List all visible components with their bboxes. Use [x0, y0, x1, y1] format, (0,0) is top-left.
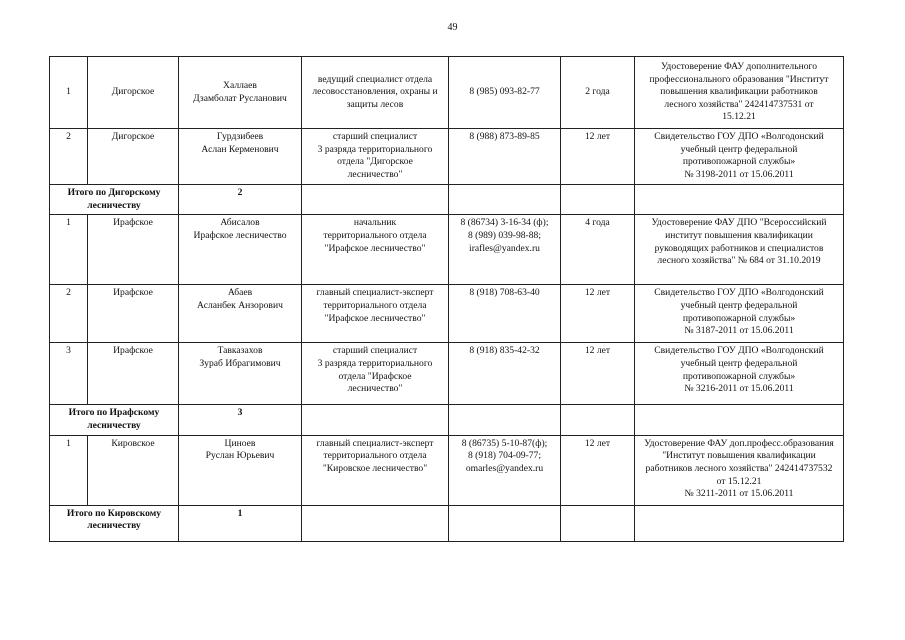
qualification-document-line: учебный центр федеральной	[680, 299, 798, 311]
empty-cell	[449, 185, 561, 215]
phone-contact	[449, 435, 561, 505]
phone-contact	[449, 343, 561, 405]
qualification-document-line: Удостоверение ФАУ дополнительного	[660, 60, 818, 72]
empty-cell	[635, 405, 844, 435]
qualification-document-line: повышения квалификации работников	[660, 86, 818, 98]
qualification-document-line: институт повышения квалификации	[665, 229, 813, 241]
total-count: 3	[179, 405, 302, 435]
forestry-name: Ирафское	[88, 343, 179, 405]
phone-contact	[449, 57, 561, 129]
person-name-line: Дзамболат Русланович	[193, 92, 287, 104]
qualification-document-line: учебный центр федеральной	[680, 357, 798, 369]
experience: 12 лет	[561, 285, 635, 343]
position-title-line: 3 разряда территориального	[317, 357, 433, 369]
position-title-line: "Кировское лесничество"	[322, 462, 428, 474]
page-number: 49	[447, 22, 458, 33]
qualification-document-line: профессионального образования "Институт	[649, 73, 829, 85]
empty-cell	[302, 185, 449, 215]
total-count: 1	[179, 505, 302, 541]
position-title-line: защиты лесов	[346, 98, 404, 110]
phone-contact-line: 8 (988) 873-89-85	[469, 131, 540, 142]
qualification-document-line: Свидетельство ГОУ ДПО «Волгодонский	[654, 345, 824, 357]
empty-cell	[561, 185, 635, 215]
qualification-document	[635, 129, 844, 185]
total-label-line: Итого по Кировскому	[66, 507, 162, 519]
position-title	[302, 435, 449, 505]
total-label-line: лесничеству	[87, 419, 141, 431]
table-row	[50, 435, 844, 505]
qualification-document-line: противопожарной службы»	[682, 312, 796, 324]
position-title-line: лесничество"	[347, 168, 403, 180]
position-title	[302, 57, 449, 129]
forestry-name: Дигорское	[88, 129, 179, 185]
qualification-document-line: Свидетельство ГОУ ДПО «Волгодонский	[654, 131, 824, 142]
qualification-document-line: "Институт повышения квалификации	[662, 450, 816, 462]
phone-contact	[449, 285, 561, 343]
experience: 12 лет	[561, 343, 635, 405]
person-name	[179, 129, 302, 185]
position-title-line: ведущий специалист отдела	[317, 73, 433, 85]
person-name-line: Асланбек Анзорович	[197, 299, 283, 311]
position-title-line: территориального отдела	[323, 299, 427, 311]
position-title	[302, 215, 449, 285]
qualification-document-line: противопожарной службы»	[682, 370, 796, 382]
phone-contact-line: omarles@yandex.ru	[465, 462, 544, 474]
qualification-document-line: Удостоверение ФАУ доп.професс.образования	[644, 437, 834, 449]
position-title	[302, 129, 449, 185]
person-name	[179, 285, 302, 343]
person-name-line: Тавказахов	[217, 345, 263, 357]
person-name-line: Ирафское лесничество	[193, 229, 287, 241]
position-title-line: старший специалист	[332, 345, 418, 357]
total-label-line: Итого по Ирафскому	[68, 407, 160, 419]
position-title-line: отдела "Дигорское	[337, 156, 413, 168]
total-row	[50, 405, 844, 435]
table-row	[50, 285, 844, 343]
qualification-document	[635, 285, 844, 343]
person-name-line: Абисалов	[220, 217, 260, 229]
qualification-document-line: лесного хозяйства" № 684 от 31.10.2019	[657, 255, 821, 267]
person-name-line: Аслан Керменович	[201, 143, 279, 155]
phone-contact-line: 8 (918) 708-63-40	[469, 287, 540, 299]
position-title-line: старший специалист	[332, 131, 418, 142]
empty-cell	[302, 405, 449, 435]
position-title-line: территориального отдела	[323, 450, 427, 462]
total-row	[50, 185, 844, 215]
position-title-line: территориального отдела	[323, 229, 427, 241]
position-title-line: "Ирафское лесничество"	[324, 312, 426, 324]
row-number: 2	[50, 285, 88, 343]
qualification-document-line: руководящих работников и специалистов	[654, 242, 824, 254]
position-title-line: 3 разряда территориального	[317, 143, 433, 155]
staff-table	[49, 56, 844, 542]
phone-contact-line: 8 (989) 039-98-88;	[467, 229, 541, 241]
phone-contact-line: 8 (86734) 3-16-34 (ф);	[460, 217, 549, 229]
phone-contact-line: irafles@yandex.ru	[469, 242, 540, 254]
total-label-line: лесничеству	[87, 199, 141, 211]
phone-contact	[449, 129, 561, 185]
person-name-line: Гурдзибеев	[216, 131, 264, 142]
phone-contact-line: 8 (985) 093-82-77	[469, 86, 540, 98]
person-name	[179, 435, 302, 505]
row-number: 2	[50, 129, 88, 185]
forestry-name: Кировское	[88, 435, 179, 505]
position-title-line: главный специалист-эксперт	[316, 437, 434, 449]
phone-contact-line: 8 (918) 835-42-32	[469, 345, 540, 357]
total-label	[50, 505, 179, 541]
qualification-document-line: лесного хозяйства" 242414737531 от	[664, 98, 814, 110]
position-title-line: начальник	[353, 217, 397, 229]
empty-cell	[449, 405, 561, 435]
total-count: 2	[179, 185, 302, 215]
position-title	[302, 285, 449, 343]
person-name	[179, 215, 302, 285]
row-number: 1	[50, 215, 88, 285]
experience: 12 лет	[561, 435, 635, 505]
experience: 2 года	[561, 57, 635, 129]
empty-cell	[561, 505, 635, 541]
person-name-line: Зураб Ибрагимович	[199, 357, 281, 369]
empty-cell	[635, 185, 844, 215]
position-title-line: лесовосстановления, охраны и	[312, 86, 438, 98]
qualification-document-line: Удостоверение ФАУ ДПО "Всероссийский	[651, 217, 827, 229]
phone-contact-line: 8 (918) 704-09-77;	[467, 450, 541, 462]
total-label-line: лесничеству	[87, 520, 141, 532]
forestry-name: Дигорское	[88, 57, 179, 129]
empty-cell	[635, 505, 844, 541]
qualification-document-line: Свидетельство ГОУ ДПО «Волгодонский	[654, 287, 824, 299]
qualification-document	[635, 57, 844, 129]
phone-contact-line: 8 (86735) 5-10-87(ф);	[461, 437, 548, 449]
row-number: 1	[50, 435, 88, 505]
position-title-line: "Ирафское лесничество"	[324, 242, 426, 254]
qualification-document-line: от 15.12.21	[716, 475, 762, 487]
empty-cell	[302, 505, 449, 541]
qualification-document-line: № 3187-2011 от 15.06.2011	[684, 325, 794, 337]
qualification-document-line: учебный центр федеральной	[680, 143, 798, 155]
position-title-line: главный специалист-эксперт	[316, 287, 434, 299]
total-label-line: Итого по Дигорскому	[67, 187, 161, 198]
table-row	[50, 57, 844, 129]
person-name	[179, 343, 302, 405]
empty-cell	[561, 405, 635, 435]
experience: 12 лет	[561, 129, 635, 185]
forestry-name: Ирафское	[88, 215, 179, 285]
position-title-line: лесничество"	[347, 383, 403, 395]
person-name-line: Руслан Юрьевич	[205, 450, 275, 462]
person-name	[179, 57, 302, 129]
position-title	[302, 343, 449, 405]
qualification-document-line: № 3198-2011 от 15.06.2011	[684, 168, 794, 180]
total-label	[50, 185, 179, 215]
table-row	[50, 215, 844, 285]
total-row	[50, 505, 844, 541]
total-label	[50, 405, 179, 435]
row-number: 3	[50, 343, 88, 405]
position-title-line: отдела "Ирафское	[338, 370, 412, 382]
person-name-line: Халлаев	[223, 79, 257, 91]
qualification-document-line: № 3216-2011 от 15.06.2011	[684, 383, 794, 395]
qualification-document	[635, 343, 844, 405]
person-name-line: Абаев	[227, 287, 253, 299]
qualification-document-line: 15.12.21	[722, 111, 756, 123]
table-row	[50, 343, 844, 405]
forestry-name: Ирафское	[88, 285, 179, 343]
qualification-document-line: № 3211-2011 от 15.06.2011	[684, 488, 794, 500]
table-row	[50, 129, 844, 185]
qualification-document-line: работников лесного хозяйства" 242414737532	[645, 462, 833, 474]
qualification-document-line: противопожарной службы»	[682, 156, 796, 168]
row-number: 1	[50, 57, 88, 129]
qualification-document	[635, 215, 844, 285]
phone-contact	[449, 215, 561, 285]
empty-cell	[449, 505, 561, 541]
qualification-document	[635, 435, 844, 505]
experience: 4 года	[561, 215, 635, 285]
person-name-line: Циноев	[224, 437, 256, 449]
